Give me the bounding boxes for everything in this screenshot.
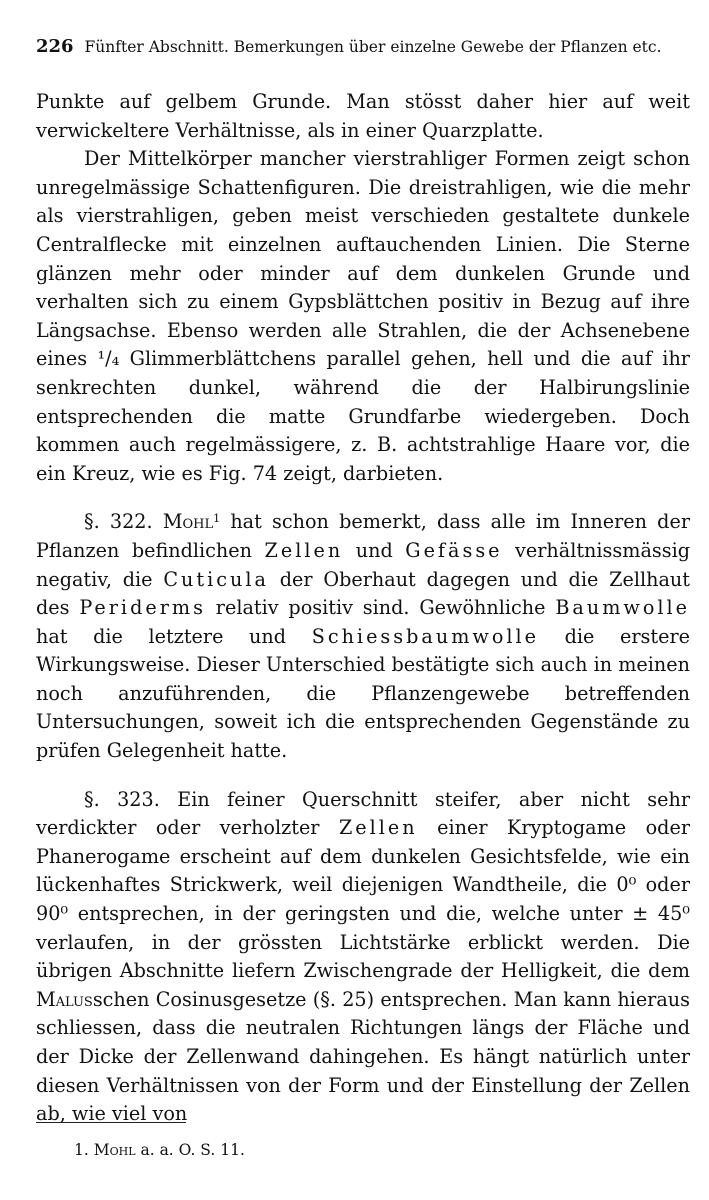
emphasized-term: Zellen — [264, 538, 344, 562]
paragraph-text: relativ positiv sind. Gewöhnliche — [215, 596, 546, 620]
paragraph-text: verhältnissmässig negativ, die — [36, 538, 690, 591]
paragraph-text: Punkte auf gelbem Grunde. Man stösst daher hier auf weit verwickeltere Verhältnisse, als in einer Quarzplatte. — [36, 90, 690, 142]
paragraph-text: der Oberhaut dagegen und die Zellhaut des — [36, 567, 690, 620]
emphasized-term: Schiessbaumwolle — [311, 624, 539, 648]
page-body — [36, 88, 690, 1129]
paragraph-text: die erstere Wirkungsweise. Dieser Unterschied bestätigte sich auch in meinen noch anzuführenden, die Pflanzengewebe betreffenden Untersuchungen, soweit ich die entsprechenden Gegenstände zu prüfen Gelegenheit hatte. — [36, 624, 690, 763]
footnote — [74, 1139, 245, 1161]
footnote-divider — [36, 1122, 186, 1123]
running-title: Fünfter Abschnitt. Bemerkungen über einzelne Gewebe der Pflanzen etc. — [84, 38, 662, 56]
footnote-reference: 1 — [213, 512, 221, 526]
paragraph-text: Der Mittelkörper mancher vierstrahliger Formen zeigt schon unregelmässige Schattenfiguren. Die dreistrahligen, wie die mehr als vierstrahligen, geben meist verschieden gestaltete dunkele Centralflecke mit einzelnen auftauchenden Linien. Die Sterne glänzen mehr oder minder auf dem dunkelen Grunde und verhalten sich zu einem Gypsblättchen positiv in Bezug auf ihre Längsachse. Ebenso werden alle Strahlen, die der Achsenebene eines — [36, 147, 690, 371]
paragraph-text: Ein feiner Querschnitt steifer, aber nicht sehr verdickter oder verholzter — [36, 787, 691, 840]
paragraph-text: hat die letztere und — [36, 624, 287, 648]
footnote-text: a. a. O. S. 11. — [140, 1141, 245, 1159]
emphasized-term: Cuticula — [163, 567, 269, 591]
paragraph-text: einer Kryptogame oder Phanerogame erscheint auf dem dunkelen Gesichtsfelde, wie ein lückenhaftes Strickwerk, weil diejenigen Wandtheile, die 0⁰ oder 90⁰ entsprechen, in der geringsten und die, welche unter ± 45⁰ verlaufen, in der grössten Lichtstärke erblickt werden. Die übrigen Abschnitte liefern Zwischengrade der Helligkeit, die dem — [36, 816, 690, 983]
section-number: §. 323. — [84, 787, 160, 811]
paragraph-section-322 — [36, 508, 690, 765]
section-number: §. 322. — [84, 510, 153, 534]
paragraph-text: und — [355, 538, 393, 562]
footnote-number: 1. — [74, 1141, 89, 1159]
running-header — [36, 36, 686, 58]
paragraph-continuation — [36, 88, 690, 145]
emphasized-term: Zellen — [338, 816, 418, 840]
paragraph-star-hairs — [36, 145, 690, 488]
paragraph-text: hat schon bemerkt, dass alle im Inneren der Pflanzen befindlichen — [36, 510, 690, 562]
paragraph-text: schen Cosinusgesetze (§. 25) entsprechen. Man kann hieraus schliessen, dass die neutralen Richtungen längs der Fläche und der Dicke der Zellenwand dahingehen. Es hängt natürlich unter diesen Verhältnissen von der Form und der Einstellung der Zellen ab, wie viel von — [36, 987, 690, 1126]
fraction: ¹/₄ — [97, 347, 120, 371]
paragraph-section-323 — [36, 786, 690, 1129]
paragraph-text: Glimmerblättchens parallel gehen, hell und die auf ihr senkrechten dunkel, während die der Halbirungslinie entsprechenden die matte Grundfarbe wiedergeben. Doch kommen auch regelmässigere, z. B. achtstrahlige Haare vor, die ein Kreuz, wie es Fig. 74 zeigt, darbieten. — [36, 347, 690, 485]
author-name: Malus — [36, 987, 93, 1011]
author-name: Mohl — [93, 1141, 136, 1159]
emphasized-term: Baumwolle — [555, 596, 691, 620]
emphasized-term: Gefässe — [405, 538, 503, 562]
page-number: 226 — [36, 36, 74, 57]
author-name: Mohl — [162, 510, 214, 534]
emphasized-term: Periderms — [79, 596, 206, 620]
